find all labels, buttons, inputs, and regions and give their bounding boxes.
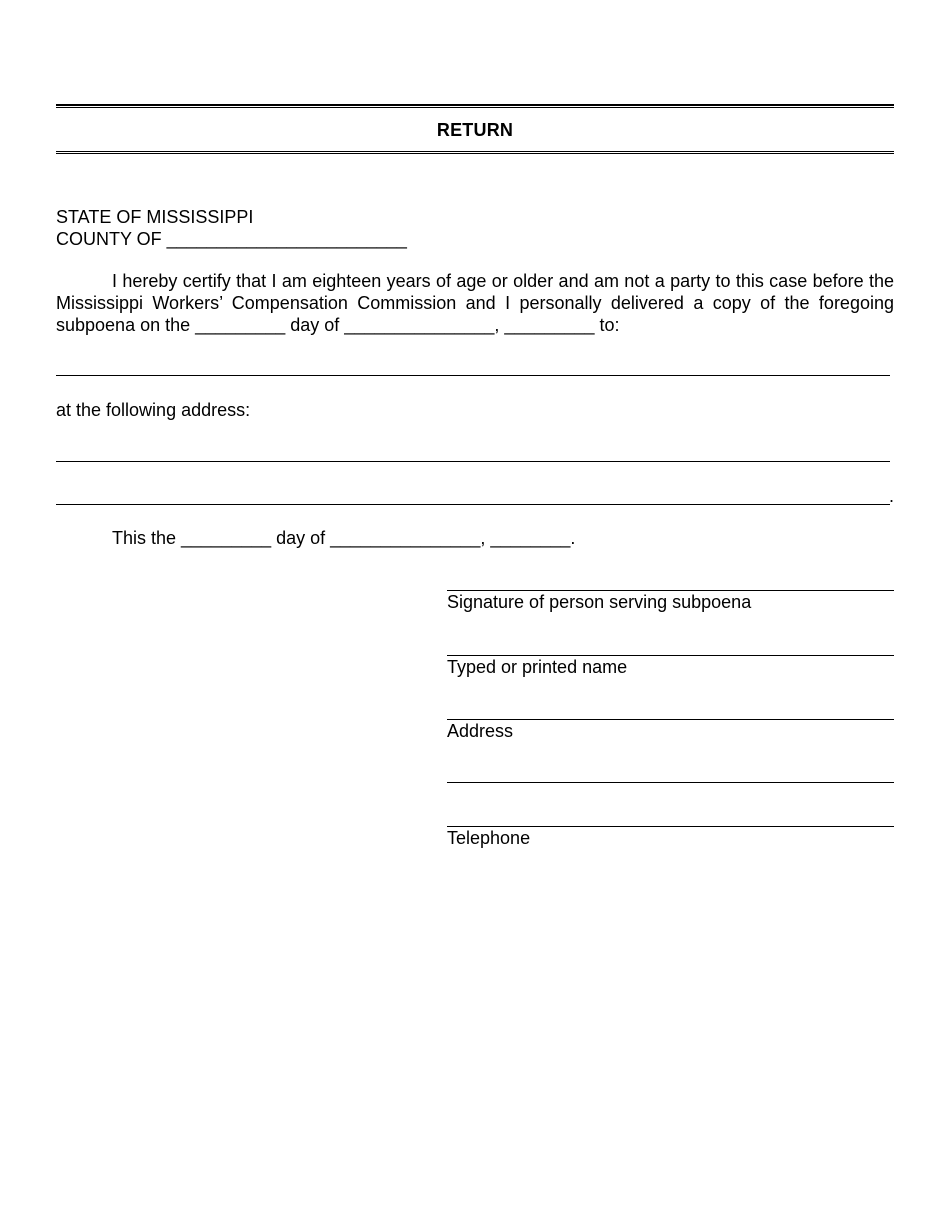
printed-name-label: Typed or printed name: [447, 657, 628, 677]
address-blank: [447, 719, 894, 720]
address-blank-line-2: [56, 504, 890, 505]
header-bottom-double-rule: [56, 151, 894, 154]
certification-paragraph: I hereby certify that I am eighteen years of age or older and am not a party to this case before the Mississippi Workers’ Compensation Commission and I personally delivered a copy of the foregoing subpoena on the _________ day of _______________, _________ to:: [56, 271, 894, 335]
address-second-blank: [447, 782, 894, 783]
address-end-period: .: [889, 486, 895, 506]
signature-label: Signature of person serving subpoena: [447, 592, 752, 612]
recipient-name-blank: [56, 375, 890, 376]
page-title: RETURN: [436, 120, 514, 140]
address-label: Address: [447, 721, 514, 741]
header-top-double-rule: [56, 104, 894, 108]
address-blank-line-1: [56, 461, 890, 462]
telephone-label: Telephone: [447, 828, 531, 848]
county-line: COUNTY OF ________________________: [56, 229, 407, 249]
date-line: This the _________ day of _______________, ________.: [112, 528, 576, 548]
address-prompt: at the following address:: [56, 400, 251, 420]
state-line: STATE OF MISSISSIPPI: [56, 207, 254, 227]
